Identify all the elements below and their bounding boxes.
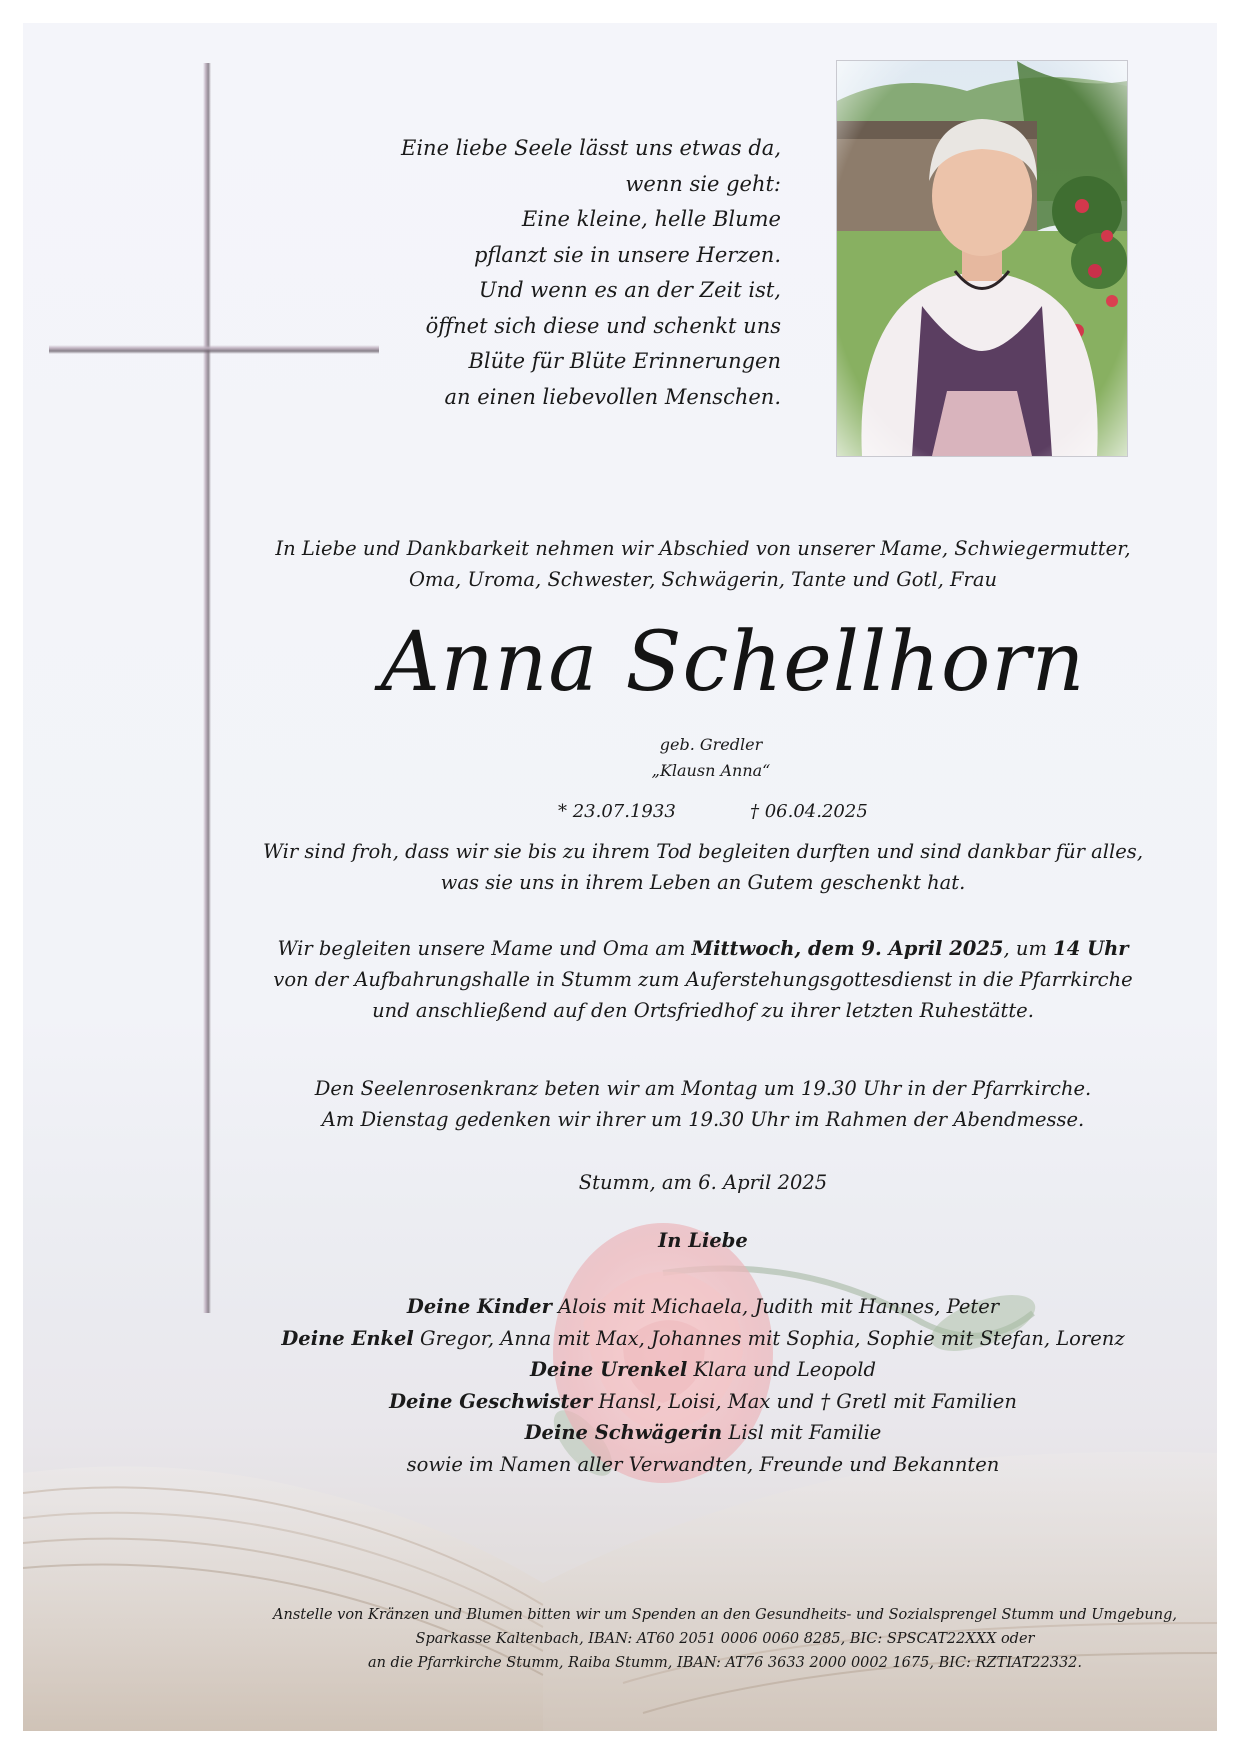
poem-line: an einen liebevollen Menschen. [444,384,781,409]
funeral-time: 14 Uhr [1053,937,1129,960]
donation-note [245,1603,1205,1675]
gratitude-line: Wir sind froh, dass wir sie bis zu ihrem Tod begleiten durften und sind dankbar für alles, [262,840,1144,863]
place-date: Stumm, am 6. April 2025 [578,1171,828,1194]
birth-date: * 23.07.1933 [558,801,676,822]
funeral-line-2: von der Aufbahrungshalle in Stumm zum Auferstehungsgottesdienst in die Pfarrkirche [273,968,1133,991]
family-members: Gregor, Anna mit Max, Johannes mit Sophia, Sophie mit Stefan, Lorenz [413,1326,1125,1350]
family-role: Deine Geschwister [389,1389,593,1413]
family-row [243,1291,1163,1323]
family-row [243,1354,1163,1386]
nickname: „Klausn Anna“ [651,761,771,780]
funeral-line-3: und anschließend auf den Ortsfriedhof zu ihrer letzten Ruhestätte. [372,999,1034,1022]
in-love-heading: In Liebe [658,1229,748,1252]
donation-line: Anstelle von Kränzen und Blumen bitten wir um Spenden an den Gesundheits- und Sozialsprengel Stumm und Umgebung, [273,1607,1177,1623]
poem-line: pflanzt sie in unsere Herzen. [473,242,781,267]
funeral-date: Mittwoch, dem 9. April 2025 [691,937,1004,960]
cross-horizontal-bar [49,345,379,354]
poem [353,131,781,415]
family-row [243,1323,1163,1355]
family-closing: sowie im Namen aller Verwandten, Freunde und Bekannten [406,1452,1000,1476]
funeral-prefix: Wir begleiten unsere Mame und Oma am [277,937,692,960]
family-list [243,1291,1163,1480]
poem-line: wenn sie geht: [625,171,781,196]
family-members: Lisl mit Familie [722,1421,882,1444]
maiden-name: geb. Gredler [659,735,763,754]
poem-line: Eine liebe Seele lässt uns etwas da, [401,136,781,160]
family-members: Alois mit Michaela, Judith mit Hannes, Peter [551,1295,1000,1318]
poem-line: Eine kleine, helle Blume [521,207,781,231]
family-row [243,1386,1163,1418]
poem-line: öffnet sich diese und schenkt uns [425,313,781,338]
family-members: Klara und Leopold [687,1358,877,1381]
family-role: Deine Schwägerin [524,1421,723,1444]
funeral-text [243,933,1163,1026]
death-date: † 06.04.2025 [750,801,868,822]
rosary-line: Den Seelenrosenkranz beten wir am Montag um 19.30 Uhr in der Pfarrkirche. [314,1077,1092,1100]
portrait-photo [836,60,1128,457]
donation-line: an die Pfarrkirche Stumm, Raiba Stumm, IBAN: AT76 3633 2000 0002 1675, BIC: RZTIAT22332. [367,1655,1083,1671]
family-role: Deine Kinder [406,1295,552,1318]
cross-vertical-bar [203,63,211,1313]
gratitude-line: was sie uns in ihrem Leben an Gutem geschenkt hat. [440,871,966,894]
gratitude-text [243,836,1163,898]
rosary-text [243,1073,1163,1135]
family-role: Deine Urenkel [529,1358,688,1381]
rosary-line: Am Dienstag gedenken wir ihrer um 19.30 Uhr im Rahmen der Abendmesse. [321,1108,1085,1131]
family-role: Deine Enkel [281,1326,414,1350]
funeral-mid: , um [1003,937,1054,960]
poem-line: Blüte für Blüte Erinnerungen [468,349,781,373]
obituary-page [23,23,1217,1731]
donation-line: Sparkasse Kaltenbach, IBAN: AT60 2051 0006 0060 8285, BIC: SPSCAT22XXX oder [415,1631,1035,1647]
deceased-name: Anna Schellhorn [380,615,1086,710]
intro-line: In Liebe und Dankbarkeit nehmen wir Abschied von unserer Mame, Schwiegermutter, [275,537,1131,560]
intro-line: Oma, Uroma, Schwester, Schwägerin, Tante und Gotl, Frau [408,568,998,591]
intro-text [273,533,1133,595]
family-members: Hansl, Loisi, Max und † Gretl mit Familien [592,1389,1017,1413]
family-row [243,1417,1163,1449]
funeral-line-1 [243,933,1163,964]
poem-line: Und wenn es an der Zeit ist, [478,278,781,302]
